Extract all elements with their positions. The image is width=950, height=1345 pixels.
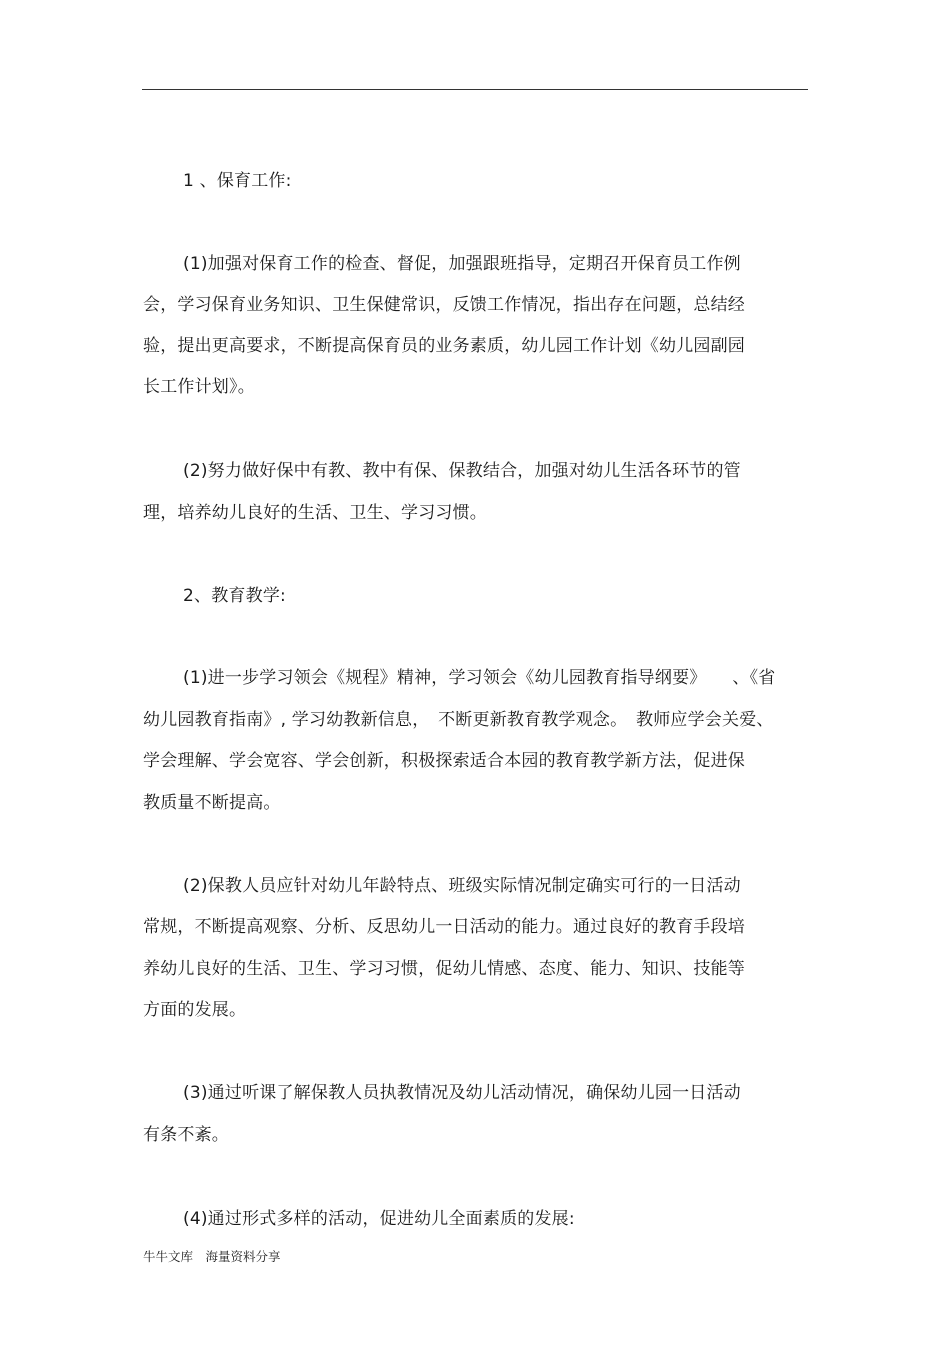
paragraph-line: 常规，不断提高观察、分析、反思幼儿一日活动的能力。通过良好的教育手段培 — [143, 917, 745, 937]
paragraph-line: (3)通过听课了解保教人员执教情况及幼儿活动情况，确保幼儿园一日活动 — [183, 1083, 741, 1103]
section-heading: 2、教育教学: — [183, 586, 286, 606]
paragraph-line: 会，学习保育业务知识、卫生保健常识，反馈工作情况，指出存在问题，总结经 — [143, 295, 745, 315]
paragraph-line: (2)保教人员应针对幼儿年龄特点、班级实际情况制定确实可行的一日活动 — [183, 876, 741, 896]
paragraph-line: 有条不紊。 — [143, 1125, 229, 1145]
paragraph-line: 养幼儿良好的生活、卫生、学习习惯，促幼儿情感、态度、能力、知识、技能等 — [143, 959, 745, 979]
paragraph-line: 验，提出更高要求，不断提高保育员的业务素质，幼儿园工作计划《幼儿园副园 — [143, 336, 745, 356]
paragraph-line: (4)通过形式多样的活动，促进幼儿全面素质的发展: — [183, 1209, 575, 1229]
paragraph-line: 教质量不断提高。 — [143, 793, 281, 813]
paragraph-line: 方面的发展。 — [143, 1000, 247, 1020]
header-rule — [142, 89, 808, 90]
paragraph-line: 学会理解、学会宽容、学会创新，积极探索适合本园的教育教学新方法，促进保 — [143, 751, 745, 771]
paragraph-line: 幼儿园教育指南》, 学习幼教新信息， 不断更新教育教学观念。 教师应学会关爱、 — [143, 710, 774, 730]
page-footer: 牛牛文库 海量资料分享 — [143, 1249, 281, 1264]
paragraph-line: 理，培养幼儿良好的生活、卫生、学习习惯。 — [143, 503, 487, 523]
paragraph-line: (2)努力做好保中有教、教中有保、保教结合，加强对幼儿生活各环节的管 — [183, 461, 741, 481]
section-heading: 1 、保育工作: — [183, 171, 292, 191]
paragraph-line: 长工作计划》。 — [143, 377, 255, 397]
paragraph-line: (1)加强对保育工作的检查、督促，加强跟班指导，定期召开保育员工作例 — [183, 254, 741, 274]
paragraph-line: (1)进一步学习领会《规程》精神，学习领会《幼儿园教育指导纲要》 、《省 — [183, 668, 776, 688]
